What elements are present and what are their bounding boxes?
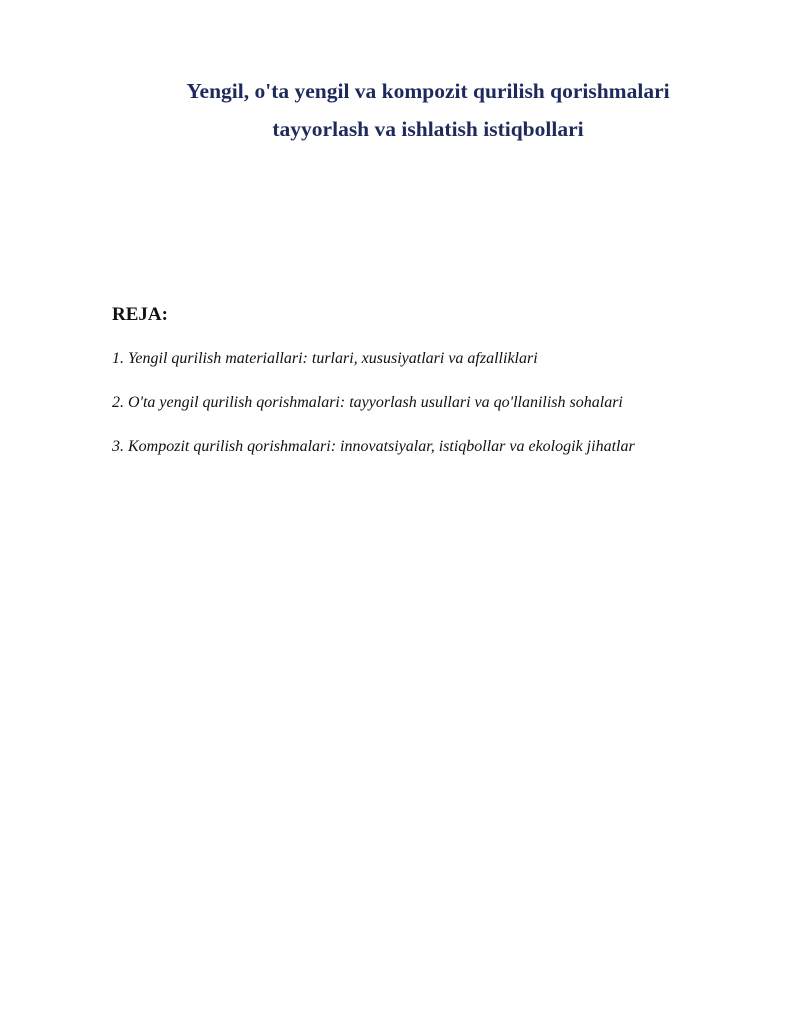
plan-item-3: 3. Kompozit qurilish qorishmalari: innovatsiyalar, istiqbollar va ekologik jihatlar: [112, 438, 635, 455]
plan-item-2: 2. O'ta yengil qurilish qorishmalari: tayyorlash usullari va qo'llanilish sohalari: [112, 394, 623, 411]
plan-item-1: 1. Yengil qurilish materiallari: turlari, xususiyatlari va afzalliklari: [112, 350, 538, 367]
title-line-1: Yengil, o'ta yengil va kompozit qurilish qorishmalari: [186, 79, 670, 103]
document-title: [0, 72, 800, 148]
plan-heading: REJA:: [112, 304, 168, 325]
plan-list: [112, 348, 635, 480]
title-line-2: tayyorlash va ishlatish istiqbollari: [272, 117, 584, 141]
